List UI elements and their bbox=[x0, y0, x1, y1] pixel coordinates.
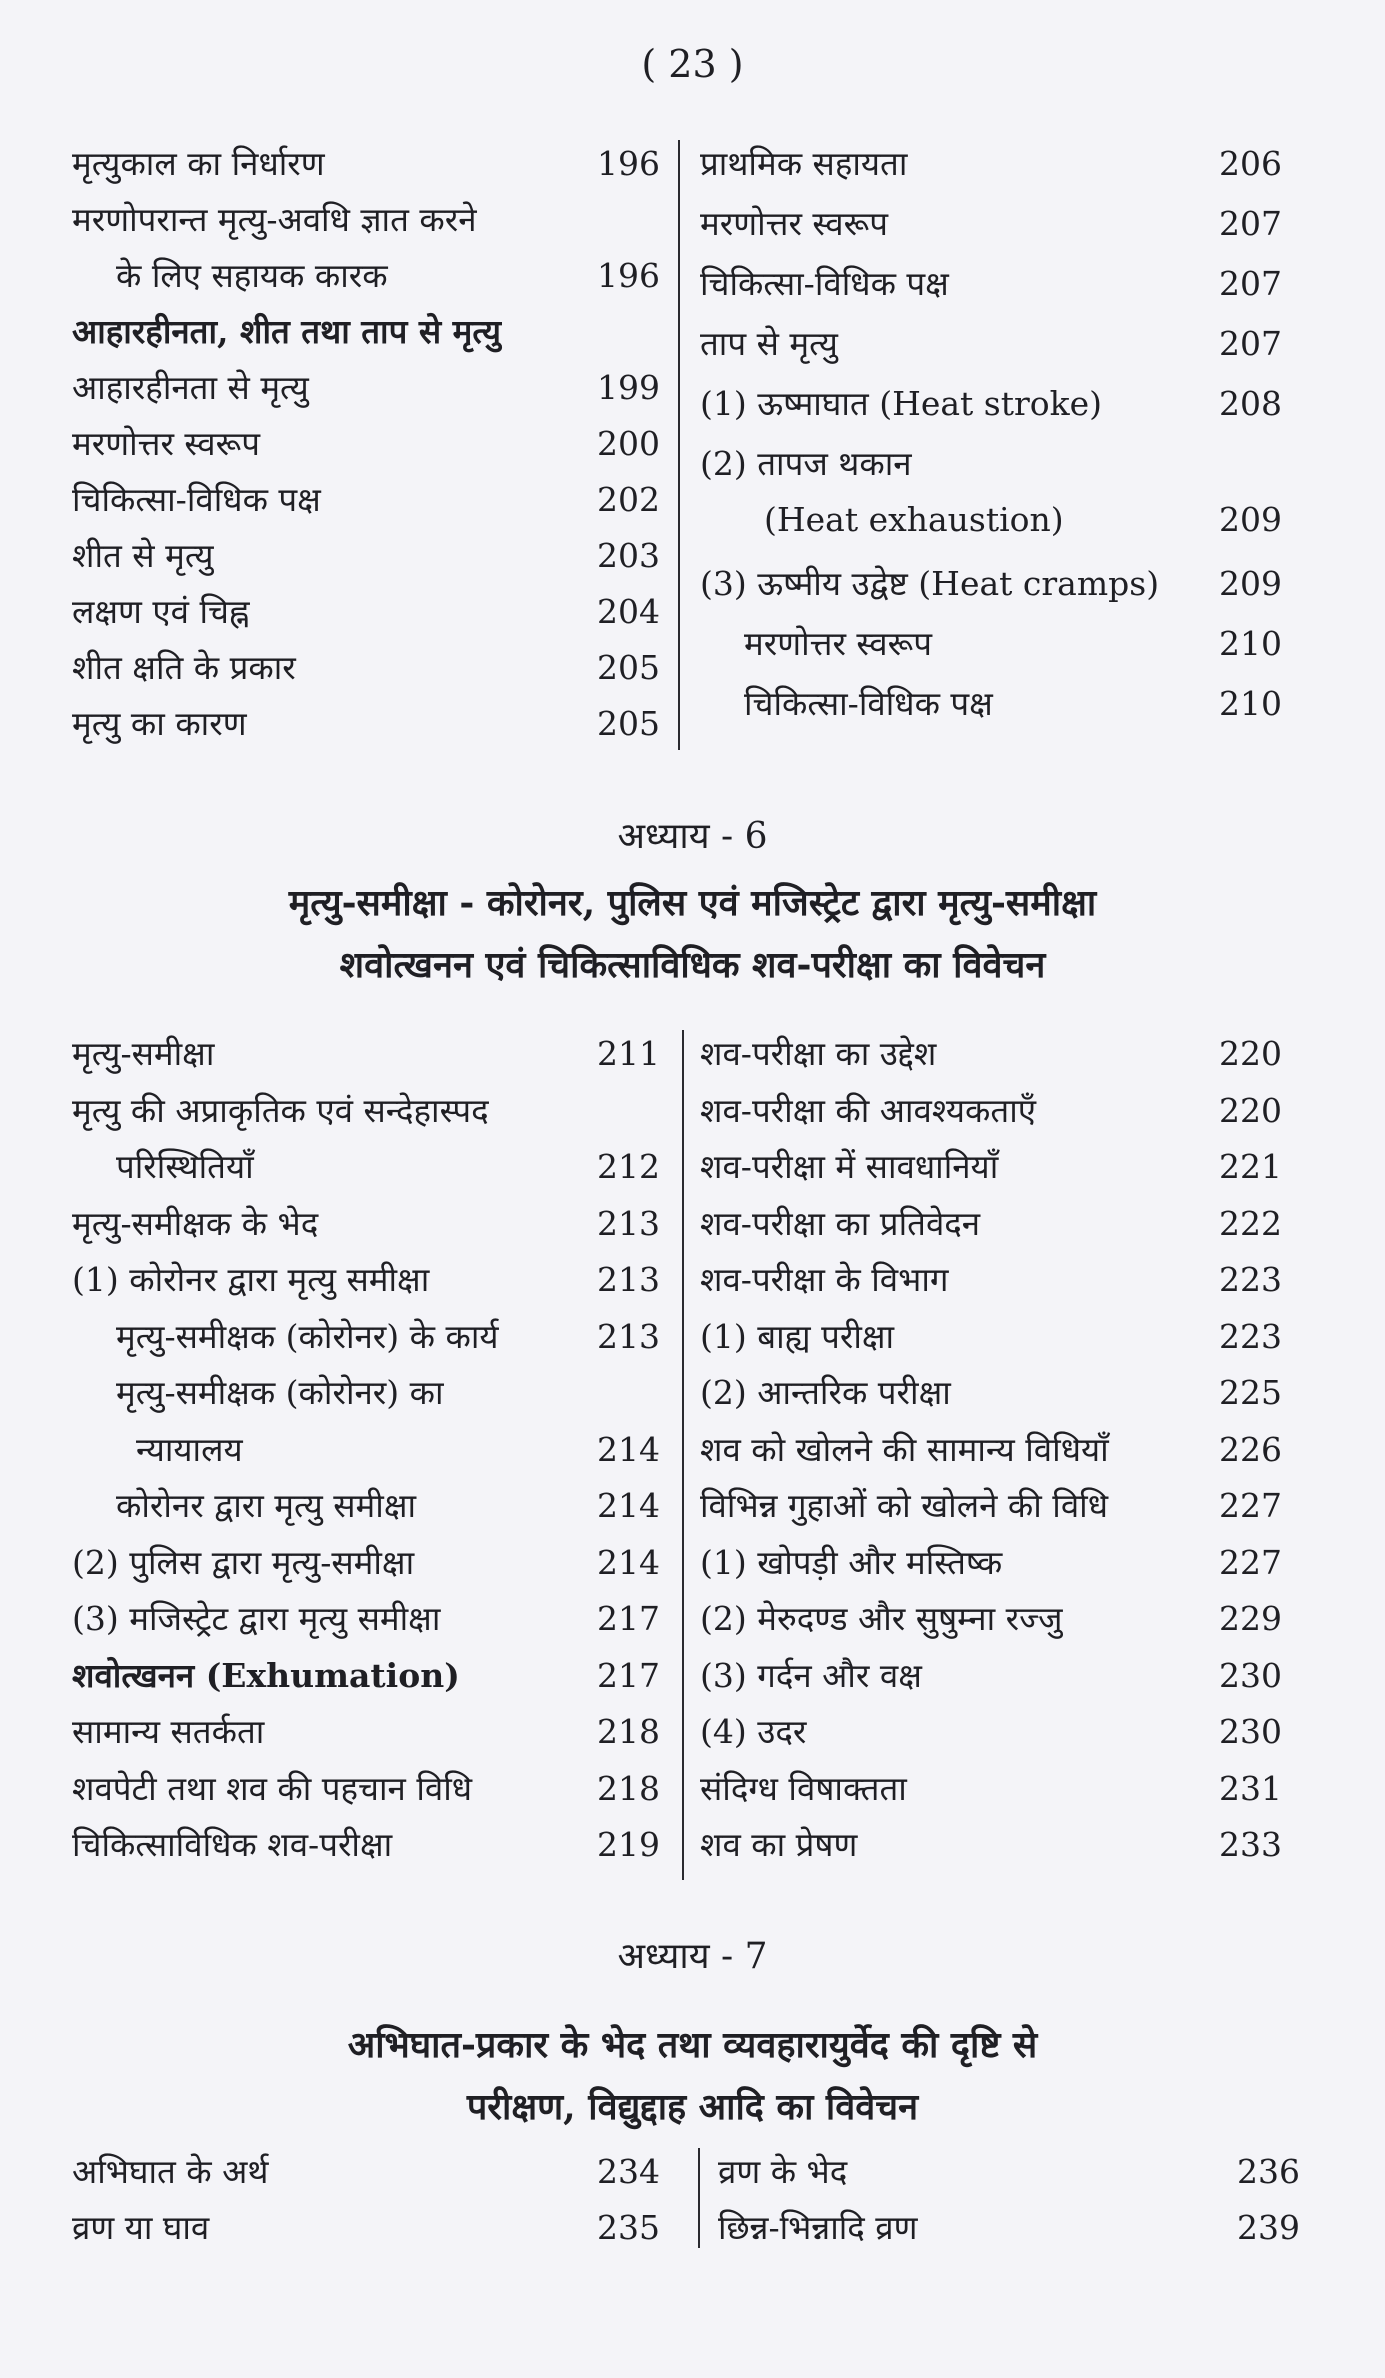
toc-column-right bbox=[700, 140, 1282, 740]
toc-column-right bbox=[718, 2148, 1300, 2260]
toc-entry-page: 231 bbox=[1219, 1768, 1282, 1808]
toc-entry bbox=[700, 620, 1282, 680]
toc-entry-label: ताप से मृत्यु bbox=[700, 324, 838, 363]
toc-entry-page: 206 bbox=[1219, 144, 1282, 183]
toc-entry bbox=[700, 1652, 1282, 1709]
toc-entry-label: चिकित्सा-विधिक पक्ष bbox=[72, 480, 321, 519]
column-divider bbox=[698, 2148, 700, 2248]
toc-entry bbox=[700, 1030, 1282, 1087]
toc-entry-label: मृत्यु-समीक्षक के भेद bbox=[72, 1203, 319, 1243]
toc-entry-label: आहारहीनता से मृत्यु bbox=[72, 368, 309, 407]
toc-entry bbox=[72, 532, 660, 588]
chapter-7-title-line-2: परीक्षण, विद्युद्दाह आदि का विवेचन bbox=[466, 2086, 919, 2128]
toc-entry-label: (1) ऊष्माघात (Heat stroke) bbox=[700, 384, 1103, 423]
toc-entry-page: 213 bbox=[597, 1203, 660, 1243]
toc-entry-page: 223 bbox=[1219, 1316, 1282, 1356]
toc-entry-page: 220 bbox=[1219, 1090, 1282, 1130]
toc-entry-label: के लिए सहायक कारक bbox=[116, 256, 388, 295]
toc-entry-page: 227 bbox=[1219, 1542, 1282, 1582]
toc-entry-page: 226 bbox=[1219, 1429, 1282, 1469]
toc-entry-label: शव को खोलने की सामान्य विधियाँ bbox=[700, 1429, 1109, 1469]
toc-entry-label: शव-परीक्षा में सावधानियाँ bbox=[700, 1147, 999, 1186]
toc-entry bbox=[72, 1030, 660, 1087]
chapter-6-title-line-1: मृत्यु-समीक्षा - कोरोनर, पुलिस एवं मजिस्ट्रेट द्वारा मृत्यु-समीक्षा bbox=[288, 882, 1097, 924]
toc-entry bbox=[700, 1426, 1282, 1483]
toc-entry bbox=[700, 1143, 1282, 1200]
toc-entry bbox=[700, 1200, 1282, 1257]
toc-entry-label: शव-परीक्षा का प्रतिवेदन bbox=[700, 1203, 981, 1243]
toc-entry-page: 222 bbox=[1219, 1203, 1282, 1243]
toc-entry-page: 230 bbox=[1219, 1655, 1282, 1695]
toc-entry-page: 199 bbox=[597, 368, 660, 407]
toc-entry bbox=[700, 1595, 1282, 1652]
toc-entry-label: (1) कोरोनर द्वारा मृत्यु समीक्षा bbox=[72, 1260, 430, 1299]
toc-entry bbox=[700, 1313, 1282, 1370]
toc-entry-page: 196 bbox=[597, 256, 660, 295]
toc-entry-label: शव का प्रेषण bbox=[700, 1825, 858, 1864]
toc-entry-page: 214 bbox=[597, 1486, 660, 1525]
toc-entry-page: 210 bbox=[1219, 684, 1282, 723]
toc-entry-label: शवपेटी तथा शव की पहचान विधि bbox=[72, 1768, 473, 1808]
toc-entry-label: (2) आन्तरिक परीक्षा bbox=[700, 1373, 951, 1412]
toc-entry-page: 207 bbox=[1219, 204, 1282, 243]
toc-entry-page: 203 bbox=[597, 536, 660, 575]
toc-entry bbox=[72, 364, 660, 420]
toc-entry bbox=[718, 2204, 1300, 2260]
toc-entry-page: 218 bbox=[597, 1768, 660, 1808]
column-divider bbox=[682, 1030, 684, 1880]
toc-entry bbox=[72, 1143, 660, 1200]
toc-entry bbox=[72, 308, 660, 364]
toc-entry-page: 209 bbox=[1219, 500, 1282, 539]
toc-entry-label: (1) खोपड़ी और मस्तिष्क bbox=[700, 1542, 1003, 1582]
toc-column-left bbox=[72, 2148, 660, 2260]
toc-entry bbox=[700, 1539, 1282, 1596]
toc-entry bbox=[700, 680, 1282, 740]
toc-entry bbox=[72, 1539, 660, 1596]
toc-entry bbox=[700, 320, 1282, 380]
toc-entry bbox=[72, 1765, 660, 1822]
toc-entry bbox=[72, 588, 660, 644]
toc-entry-label: शवोत्खनन (Exhumation) bbox=[72, 1655, 460, 1695]
toc-entry-label: शीत क्षति के प्रकार bbox=[72, 648, 296, 687]
toc-entry-page: 225 bbox=[1219, 1373, 1282, 1412]
toc-entry-label: मृत्यु-समीक्षक (कोरोनर) का bbox=[116, 1373, 444, 1412]
toc-entry bbox=[700, 260, 1282, 320]
toc-entry bbox=[72, 1708, 660, 1765]
toc-entry-label: प्राथमिक सहायता bbox=[700, 144, 908, 183]
toc-entry-label: छिन्न-भिन्नादि व्रण bbox=[718, 2208, 918, 2247]
toc-entry-page: 235 bbox=[597, 2208, 660, 2247]
toc-entry-page: 236 bbox=[1237, 2152, 1300, 2191]
toc-entry-label: संदिग्ध विषाक्तता bbox=[700, 1768, 907, 1808]
toc-entry-label: (2) मेरुदण्ड और सुषुम्ना रज्जु bbox=[700, 1599, 1063, 1638]
toc-entry-label: शीत से मृत्यु bbox=[72, 536, 214, 575]
toc-entry-page: 204 bbox=[597, 592, 660, 631]
toc-entry-label: मरणोपरान्त मृत्यु-अवधि ज्ञात करने bbox=[72, 200, 477, 239]
toc-entry-label: (2) पुलिस द्वारा मृत्यु-समीक्षा bbox=[72, 1542, 415, 1582]
toc-entry-label: मृत्यु-समीक्षक (कोरोनर) के कार्य bbox=[116, 1316, 499, 1356]
toc-entry-label: मृत्यु का कारण bbox=[72, 704, 247, 743]
toc-entry-label: चिकित्साविधिक शव-परीक्षा bbox=[72, 1825, 393, 1864]
toc-entry-page: 212 bbox=[597, 1147, 660, 1186]
toc-entry bbox=[72, 196, 660, 252]
toc-entry-label: (1) बाह्य परीक्षा bbox=[700, 1316, 895, 1356]
toc-entry-page: 219 bbox=[597, 1825, 660, 1864]
toc-entry bbox=[700, 1765, 1282, 1822]
toc-entry-label: मरणोत्तर स्वरूप bbox=[700, 204, 888, 243]
chapter-6-label: अध्याय - 6 bbox=[617, 816, 768, 857]
toc-entry-page: 230 bbox=[1219, 1712, 1282, 1751]
toc-entry bbox=[700, 440, 1282, 500]
toc-entry-label: (2) तापज थकान bbox=[700, 444, 912, 483]
toc-entry-label: शव-परीक्षा के विभाग bbox=[700, 1260, 949, 1299]
toc-entry bbox=[72, 1595, 660, 1652]
toc-entry bbox=[700, 380, 1282, 440]
toc-entry bbox=[72, 1426, 660, 1483]
toc-entry bbox=[72, 1256, 660, 1313]
toc-entry-label: (4) उदर bbox=[700, 1712, 807, 1751]
toc-entry-page: 234 bbox=[597, 2152, 660, 2191]
toc-entry bbox=[72, 252, 660, 308]
toc-column-left bbox=[72, 1030, 660, 1878]
toc-entry bbox=[72, 420, 660, 476]
toc-entry-label: परिस्थितियाँ bbox=[116, 1147, 254, 1186]
toc-column-right bbox=[700, 1030, 1282, 1878]
toc-entry bbox=[72, 2148, 660, 2204]
toc-entry-page: 217 bbox=[597, 1655, 660, 1695]
toc-entry bbox=[72, 1821, 660, 1878]
toc-entry bbox=[718, 2148, 1300, 2204]
toc-entry-page: 207 bbox=[1219, 264, 1282, 303]
toc-entry-page: 213 bbox=[597, 1316, 660, 1356]
toc-entry-page: 202 bbox=[597, 480, 660, 519]
toc-entry-label: (3) मजिस्ट्रेट द्वारा मृत्यु समीक्षा bbox=[72, 1599, 441, 1638]
toc-entry-label: मरणोत्तर स्वरूप bbox=[744, 624, 932, 663]
toc-entry-label: (3) गर्दन और वक्ष bbox=[700, 1655, 922, 1695]
toc-entry-page: 217 bbox=[597, 1599, 660, 1638]
toc-entry-page: 220 bbox=[1219, 1034, 1282, 1073]
toc-entry-label: मृत्यु की अप्राकृतिक एवं सन्देहास्पद bbox=[72, 1090, 489, 1130]
toc-entry-label: मरणोत्तर स्वरूप bbox=[72, 424, 260, 463]
chapter-7-title-line-1: अभिघात-प्रकार के भेद तथा व्यवहारायुर्वेद की दृष्टि से bbox=[347, 2024, 1038, 2066]
page-number: ( 23 ) bbox=[641, 42, 744, 86]
toc-entry-label: (3) ऊष्मीय उद्वेष्ट (Heat cramps) bbox=[700, 564, 1160, 603]
toc-entry-page: 218 bbox=[597, 1712, 660, 1751]
toc-entry-label: कोरोनर द्वारा मृत्यु समीक्षा bbox=[116, 1486, 417, 1525]
toc-entry bbox=[700, 1087, 1282, 1144]
toc-entry-label: लक्षण एवं चिह्न bbox=[72, 592, 250, 631]
toc-entry bbox=[700, 500, 1282, 560]
toc-entry bbox=[700, 1708, 1282, 1765]
toc-entry-label: मृत्युकाल का निर्धारण bbox=[72, 144, 325, 183]
toc-entry-page: 210 bbox=[1219, 624, 1282, 663]
toc-entry-page: 221 bbox=[1219, 1147, 1282, 1186]
toc-entry-page: 205 bbox=[597, 648, 660, 687]
toc-entry-page: 233 bbox=[1219, 1825, 1282, 1864]
chapter-6-title-line-2: शवोत्खनन एवं चिकित्साविधिक शव-परीक्षा का विवेचन bbox=[339, 944, 1046, 986]
toc-entry bbox=[72, 700, 660, 756]
toc-entry-page: 211 bbox=[597, 1034, 660, 1073]
toc-entry bbox=[700, 200, 1282, 260]
toc-entry-page: 229 bbox=[1219, 1599, 1282, 1638]
toc-entry-page: 227 bbox=[1219, 1486, 1282, 1525]
toc-entry bbox=[72, 140, 660, 196]
toc-entry bbox=[72, 1313, 660, 1370]
toc-entry bbox=[700, 560, 1282, 620]
toc-entry-label: चिकित्सा-विधिक पक्ष bbox=[700, 264, 949, 303]
toc-entry-label: मृत्यु-समीक्षा bbox=[72, 1034, 215, 1073]
toc-entry bbox=[72, 1482, 660, 1539]
toc-entry-label: न्यायालय bbox=[136, 1429, 243, 1469]
toc-entry bbox=[700, 1482, 1282, 1539]
column-divider bbox=[678, 140, 680, 750]
toc-entry bbox=[72, 2204, 660, 2260]
toc-entry bbox=[700, 1821, 1282, 1878]
toc-entry-page: 209 bbox=[1219, 564, 1282, 603]
toc-entry-page: 213 bbox=[597, 1260, 660, 1299]
toc-entry-label: व्रण या घाव bbox=[72, 2208, 210, 2247]
toc-entry-page: 196 bbox=[597, 144, 660, 183]
toc-entry-label: व्रण के भेद bbox=[718, 2152, 848, 2191]
toc-entry bbox=[700, 1369, 1282, 1426]
toc-entry bbox=[72, 1652, 660, 1709]
toc-entry-page: 214 bbox=[597, 1542, 660, 1582]
toc-entry-label: आहारहीनता, शीत तथा ताप से मृत्यु bbox=[72, 312, 502, 351]
toc-entry-label: (Heat exhaustion) bbox=[764, 500, 1064, 539]
toc-entry bbox=[700, 1256, 1282, 1313]
toc-entry-label: शव-परीक्षा की आवश्यकताएँ bbox=[700, 1090, 1036, 1130]
toc-entry-page: 207 bbox=[1219, 324, 1282, 363]
toc-entry-label: चिकित्सा-विधिक पक्ष bbox=[744, 684, 993, 723]
toc-entry bbox=[72, 1200, 660, 1257]
toc-column-left bbox=[72, 140, 660, 756]
chapter-7-label: अध्याय - 7 bbox=[617, 1936, 768, 1977]
toc-entry-label: विभिन्न गुहाओं को खोलने की विधि bbox=[700, 1486, 1109, 1525]
toc-entry-label: सामान्य सतर्कता bbox=[72, 1712, 265, 1751]
toc-entry-label: अभिघात के अर्थ bbox=[72, 2152, 269, 2191]
toc-entry-page: 205 bbox=[597, 704, 660, 743]
toc-entry-label: शव-परीक्षा का उद्देश bbox=[700, 1034, 937, 1073]
toc-entry-page: 239 bbox=[1237, 2208, 1300, 2247]
toc-entry-page: 200 bbox=[597, 424, 660, 463]
toc-entry bbox=[72, 644, 660, 700]
toc-entry-page: 214 bbox=[597, 1429, 660, 1469]
toc-entry bbox=[72, 476, 660, 532]
toc-entry bbox=[72, 1369, 660, 1426]
toc-entry bbox=[700, 140, 1282, 200]
toc-entry-page: 208 bbox=[1219, 384, 1282, 423]
toc-entry-page: 223 bbox=[1219, 1260, 1282, 1299]
toc-entry bbox=[72, 1087, 660, 1144]
